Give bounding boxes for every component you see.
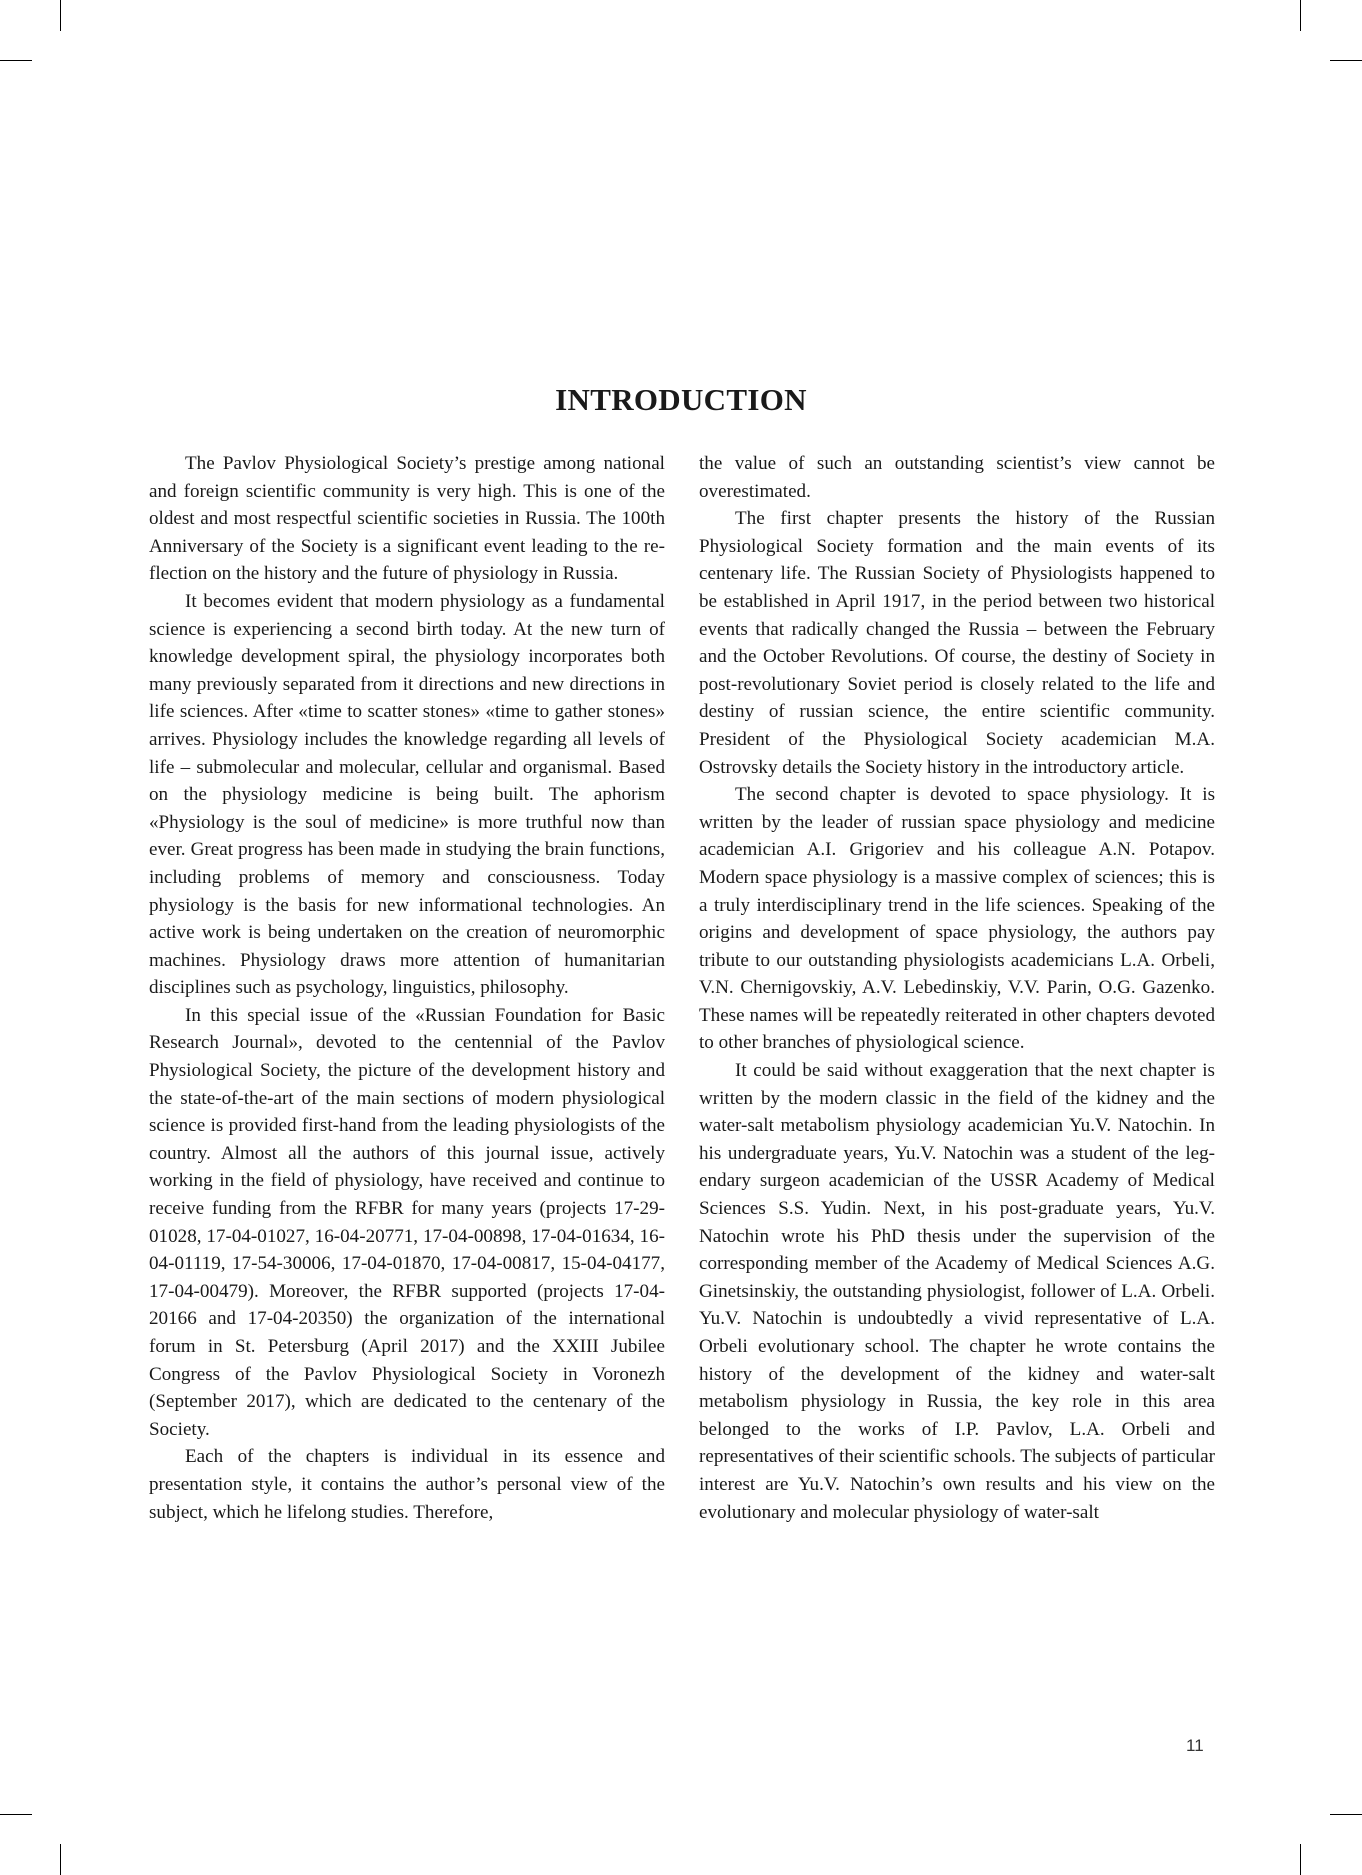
page-title: INTRODUCTION xyxy=(555,382,807,417)
right-column xyxy=(699,450,1215,1526)
paragraph-continuation: the value of such an outstanding scientist’s view cannot be overestimated. xyxy=(699,453,1215,502)
paragraph: The first chapter presents the history of the Russian Physiological Society formation and the main events of its centenary life. The Russian Society of Physiologists happened to be established in April 1917, in the period between two historical events that radically changed the Russia – between the February and the October Revolutions. Of course, the destiny of Society in post-revolutionary Soviet period is closely related to the life and destiny of russian science, the entire scientific community. President of the Physiological Society academician M.A. Ostrovsky details the Society history in the introductory article. xyxy=(699,508,1215,778)
page-number: 11 xyxy=(1186,1736,1204,1755)
crop-mark-bottom-left-vertical xyxy=(60,1844,61,1875)
paragraph: In this special issue of the «Russian Foundation for Basic Research Journal», devoted to the centennial of the Pavlov Physiological Society, the picture of the development history and the state-of-the-art of the main sections of modern physiological science is provided first-hand from the leading physiologists of the country. Almost all the authors of this journal issue, actively working in the field of physiology, have received and continue to receive funding from the RFBR for many years (projects 17-29-01028, 17-04-01027, 16-04-20771, 17-04-00898, 17-04-01634, 16-04-01119, 17-54-30006, 17-04-01870, 17-04-00817, 15-04-04177, 17-04-00479). Moreover, the RFBR supported (projects 17-04-20166 and 17-04-20350) the organization of the international forum in St. Petersburg (April 2017) and the XXIII Jubilee Congress of the Pavlov Physiological Society in Voronezh (September 2017), which are dedicated to the centenary of the Society. xyxy=(149,1004,665,1440)
paragraph: It becomes evident that modern physiology as a fundamental science is experiencing a second birth today. At the new turn of knowledge development spiral, the physiology incorporates both many previously separated from it directions and new directions in life sciences. After «time to scatter stones» «time to gather stones» arrives. Physiology includes the knowledge regarding all levels of life – submolecular and molecular, cellular and organismal. Based on the physiology medicine is being built. The aphorism «Physiology is the soul of medicine» is more truthful now than ever. Great progress has been made in studying the brain functions, including problems of memory and consciousness. Today physiology is the basis for new informational technologies. An active work is being undertaken on the creation of neuromorphic machines. Physiology draws more attention of humanitarian disciplines such as psychology, linguistics, philosophy. xyxy=(149,590,665,999)
paragraph: The second chapter is devoted to space physiology. It is written by the leader of russian space physiology and medicine academician A.I. Grigoriev and his colleague A.N. Potapov. Modern space physiology is a massive complex of sciences; this is a truly interdisciplinary trend in the life sciences. Speaking of the origins and development of space physiology, the authors pay tribute to our outstanding physiologists academicians L.A. Orbeli, V.N. Chernigovskiy, A.V. Lebedinskiy, V.V. Parin, O.G. Gazenko. These names will be repeatedly reiterated in other chapters devoted to other branches of physiological science. xyxy=(699,784,1215,1054)
crop-mark-top-left-vertical xyxy=(60,0,61,31)
paragraph: The Pavlov Physiological Society’s prestige among national and foreign scientific community is very high. This is one of the oldest and most respectful scientific societies in Russia. The 100th Anniversary of the Society is a significant event leading to the reflection on the history and the future of physiology in Russia. xyxy=(149,453,665,585)
paragraph: Each of the chapters is individual in its essence and presentation style, it contains the author’s personal view of the subject, which he lifelong studies. Therefore, xyxy=(149,1446,665,1523)
paragraph: It could be said without exaggeration that the next chapter is written by the modern classic in the field of the kidney and the water-salt metabolism physiology academician Yu.V. Natochin. In his undergraduate years, Yu.V. Natochin was a student of the legendary surgeon academician of the USSR Academy of Medical Sciences S.S. Yudin. Next, in his post-graduate years, Yu.V. Natochin wrote his PhD thesis under the supervision of the corresponding member of the Academy of Medical Sciences A.G. Ginetsinskiy, the outstanding physiologist, follower of L.A. Orbeli. Yu.V. Natochin is undoubtedly a vivid representative of L.A. Orbeli evolutionary school. The chapter he wrote contains the history of the development of the kidney and water-salt metabolism physiology in Russia, the key role in this area belonged to the works of I.P. Pavlov, L.A. Orbeli and representatives of their scientific schools. The subjects of particular interest are Yu.V. Natochin’s own results and his view on the evolutionary and molecular physiology of water-salt xyxy=(699,1060,1215,1523)
crop-mark-bottom-right-horizontal xyxy=(1330,1814,1362,1815)
crop-mark-bottom-right-vertical xyxy=(1300,1844,1301,1875)
crop-mark-top-right-vertical xyxy=(1300,0,1301,31)
crop-mark-bottom-left-horizontal xyxy=(0,1814,32,1815)
left-column xyxy=(149,450,665,1526)
crop-mark-top-left-horizontal xyxy=(0,60,32,61)
crop-mark-top-right-horizontal xyxy=(1330,60,1362,61)
